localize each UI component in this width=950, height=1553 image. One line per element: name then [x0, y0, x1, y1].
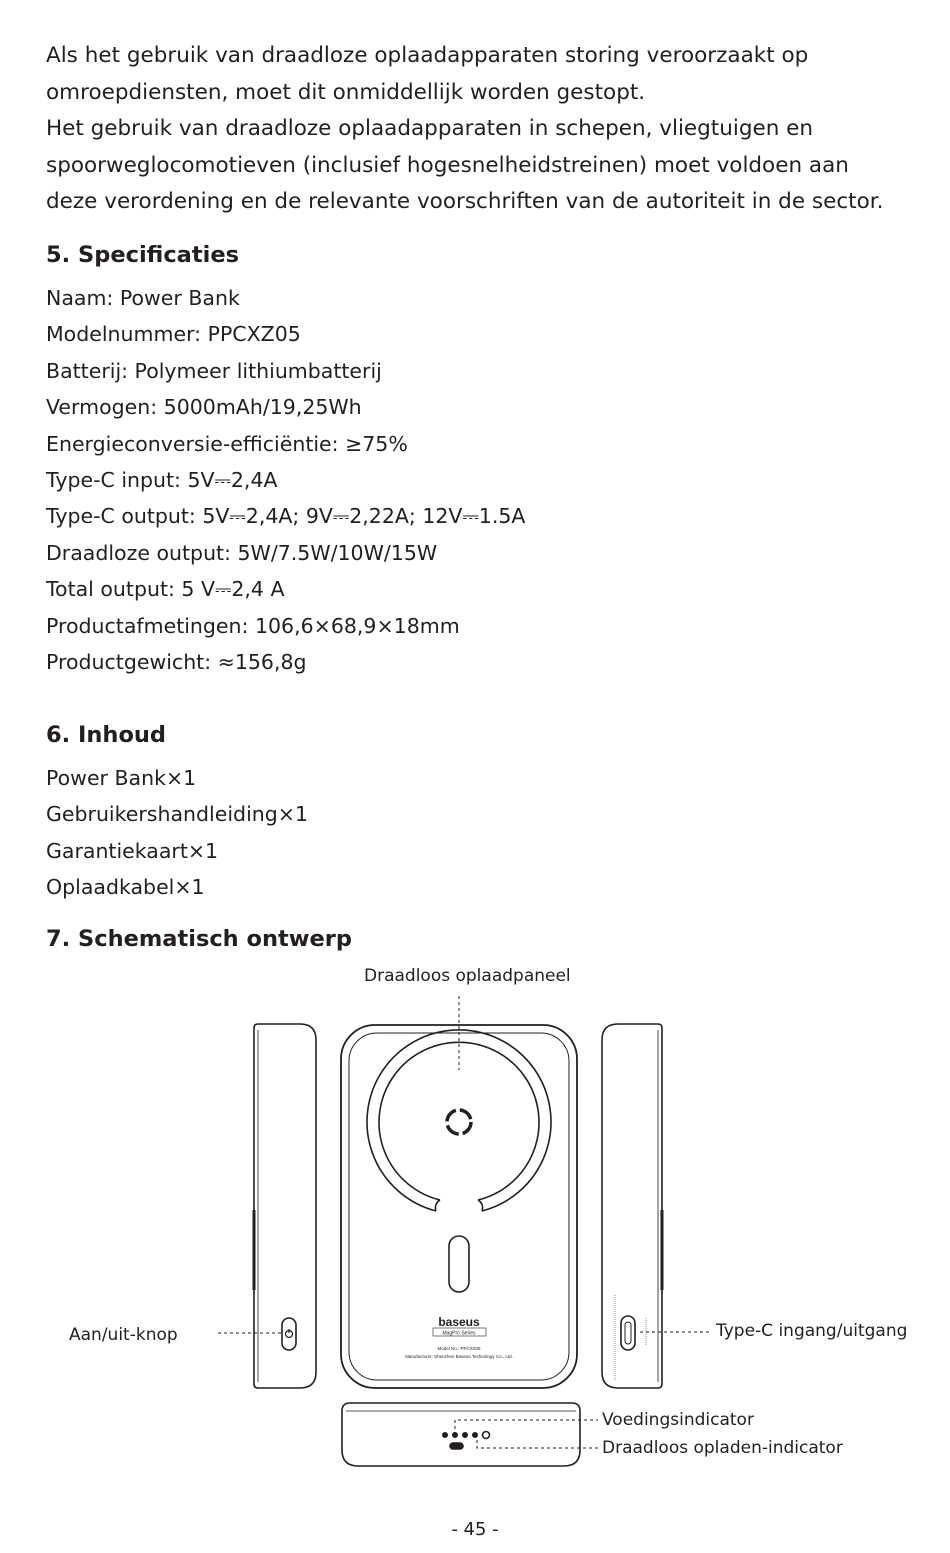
- label-power-indicator: Voedingsindicator: [602, 1410, 754, 1430]
- contents-item: Oplaadkabel×1: [46, 875, 205, 900]
- schematic-heading: 7. Schematisch ontwerp: [46, 926, 353, 952]
- charging-coil-icon: [447, 1110, 471, 1134]
- spec-item: Draadloze output: 5W/7.5W/10W/15W: [46, 540, 438, 565]
- spec-item: Vermogen: 5000mAh/19,25Wh: [46, 395, 362, 420]
- contents-item: Gebruikershandleiding×1: [46, 802, 308, 827]
- label-typec-port: Type-C ingang/uitgang: [716, 1321, 908, 1341]
- intro-line: spoorweglocomotieven (inclusief hogesnelheidstreinen) moet voldoen aan: [46, 152, 849, 178]
- contents-item: Power Bank×1: [46, 766, 197, 790]
- usb-c-port-icon: [621, 1316, 635, 1350]
- device-series: MagPro Series: [442, 1330, 476, 1337]
- contents-item: Garantiekaart×1: [46, 838, 219, 863]
- device-right-side-view: [602, 1024, 662, 1388]
- intro-line: Het gebruik van draadloze oplaadapparaten in schepen, vliegtuigen en: [46, 116, 814, 141]
- spec-item: Batterij: Polymeer lithiumbatterij: [46, 358, 382, 383]
- intro-line: Als het gebruik van draadloze oplaadapparaten storing veroorzaakt op: [46, 43, 809, 68]
- device-model: Model No.: PPCXZ05: [437, 1346, 481, 1351]
- intro-line: deze verordening en de relevante voorschriften van de autoriteit in de sector.: [46, 189, 884, 214]
- device-manufacturer: Manufacturer: Shenzhen Baseus Technology Co., Ltd.: [405, 1354, 513, 1359]
- specs-heading: 5. Specificaties: [46, 242, 239, 268]
- spec-item: Type-C output: 5V⎓2,4A; 9V⎓2,22A; 12V⎓1.5A: [46, 504, 526, 529]
- intro-line: omroepdiensten, moet dit onmiddellijk worden gestopt.: [46, 79, 646, 105]
- label-power-button: Aan/uit-knop: [69, 1325, 178, 1345]
- contents-heading: 6. Inhoud: [46, 722, 167, 748]
- label-wireless-indicator: Draadloos opladen-indicator: [602, 1438, 843, 1458]
- page-number: - 45 -: [451, 1519, 499, 1540]
- spec-item: Productafmetingen: 106,6×68,9×18mm: [46, 613, 460, 638]
- spec-item: Type-C input: 5V⎓2,4A: [46, 468, 278, 493]
- spec-item: Modelnummer: PPCXZ05: [46, 322, 301, 347]
- spec-item: Total output: 5 V⎓2,4 A: [46, 577, 285, 602]
- led-indicator-icon: [443, 1432, 490, 1450]
- device-brand: baseus: [438, 1315, 480, 1329]
- label-wireless-panel: Draadloos oplaadpaneel: [364, 966, 571, 986]
- power-button-icon: [282, 1318, 296, 1350]
- spec-item: Productgewicht: ≈156,8g: [46, 650, 307, 675]
- device-left-side-view: [254, 1024, 316, 1388]
- device-bottom-view: [342, 1403, 580, 1466]
- spec-item: Energieconversie-efficiëntie: ≥75%: [46, 431, 408, 456]
- spec-item: Naam: Power Bank: [46, 286, 240, 310]
